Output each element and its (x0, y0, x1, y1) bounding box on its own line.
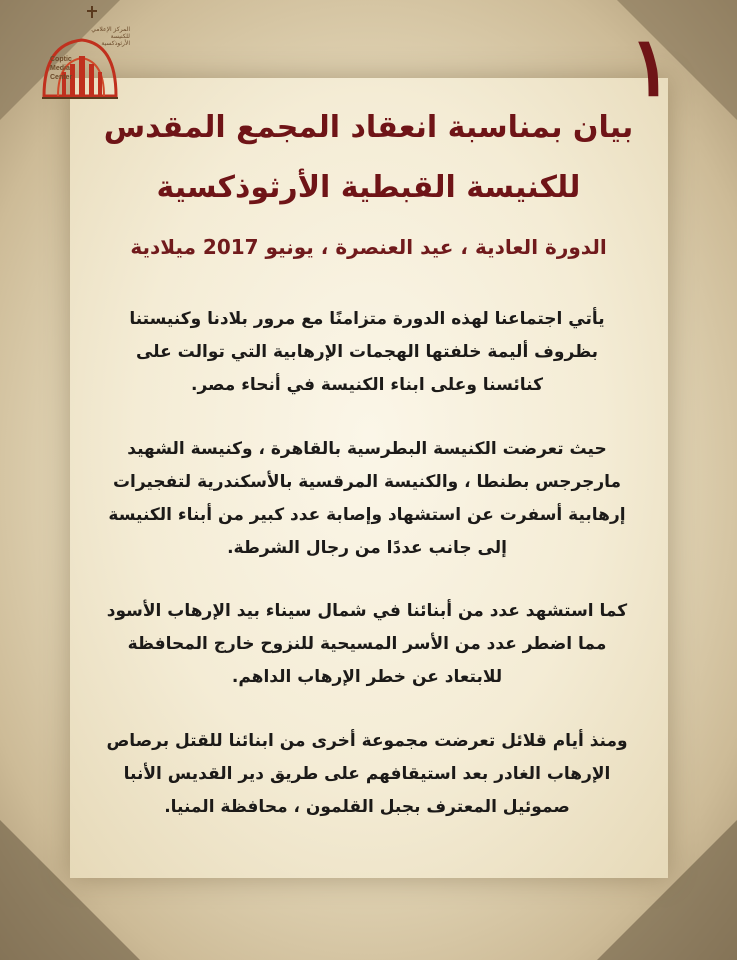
paragraph-line: كنائسنا وعلى ابناء الكنيسة في أنحاء مصر. (190, 375, 544, 395)
paragraph-line: إرهابية أسفرت عن استشهاد وإصابة عدد كبير من أبناء الكنيسة (108, 505, 626, 525)
church-logo-icon (24, 4, 120, 104)
paragraph-line: حيث تعرضت الكنيسة البطرسية بالقاهرة ، وكنيسة الشهيد (127, 439, 607, 459)
logo-english-text (50, 56, 78, 82)
paragraph-line: يأتي اجتماعنا لهذه الدورة متزامنًا مع مرور بلادنا وكنيستنا (129, 309, 605, 329)
logo-english-line: Coptic (50, 56, 72, 63)
paragraph-4 (94, 725, 640, 824)
document-subtitle: الدورة العادية ، عيد العنصرة ، يونيو 2017 ميلادية (130, 235, 607, 259)
paragraph-line: مارجرجس بطنطا ، والكنيسة المرقسية بالأسكندرية لتفجيرات (112, 472, 622, 492)
logo-english-line: Center (50, 73, 73, 81)
document-title-line-1: بيان بمناسبة انعقاد المجمع المقدس (103, 110, 634, 145)
logo-arabic-text: المركز الإعلامي للكنيسة الأرثوذكسية (91, 26, 130, 48)
paragraph-line: للابتعاد عن خطر الإرهاب الداهم. (231, 667, 503, 687)
paragraph-1 (94, 303, 640, 402)
paragraph-line: بظروف أليمة خلفتها الهجمات الإرهابية التي توالت على (135, 342, 599, 362)
paragraph-line: مما اضطر عدد من الأسر المسيحية للنزوح خارج المحافظة (127, 634, 607, 654)
page-number: ١ (628, 19, 673, 115)
paragraph-3 (94, 595, 640, 694)
paragraph-line: صموئيل المعترف بجبل القلمون ، محافظة المنيا. (164, 797, 570, 817)
paragraph-2 (94, 433, 640, 565)
paragraph-line: إلى جانب عددًا من رجال الشرطة. (227, 538, 507, 558)
coptic-media-center-logo (24, 4, 130, 104)
paragraph-line: الإرهاب الغادر بعد استيقافهم على طريق دير القديس الأنبا (123, 764, 611, 784)
document-title-line-2: للكنيسة القبطية الأرثوذكسية (156, 170, 581, 205)
paragraph-line: كما استشهد عدد من أبنائنا في شمال سيناء بيد الإرهاب الأسود (106, 601, 628, 621)
logo-english-line: Media (50, 64, 70, 72)
paragraph-line: ومنذ أيام قلائل تعرضت مجموعة أخرى من ابنائنا للقتل برصاص (106, 731, 628, 751)
